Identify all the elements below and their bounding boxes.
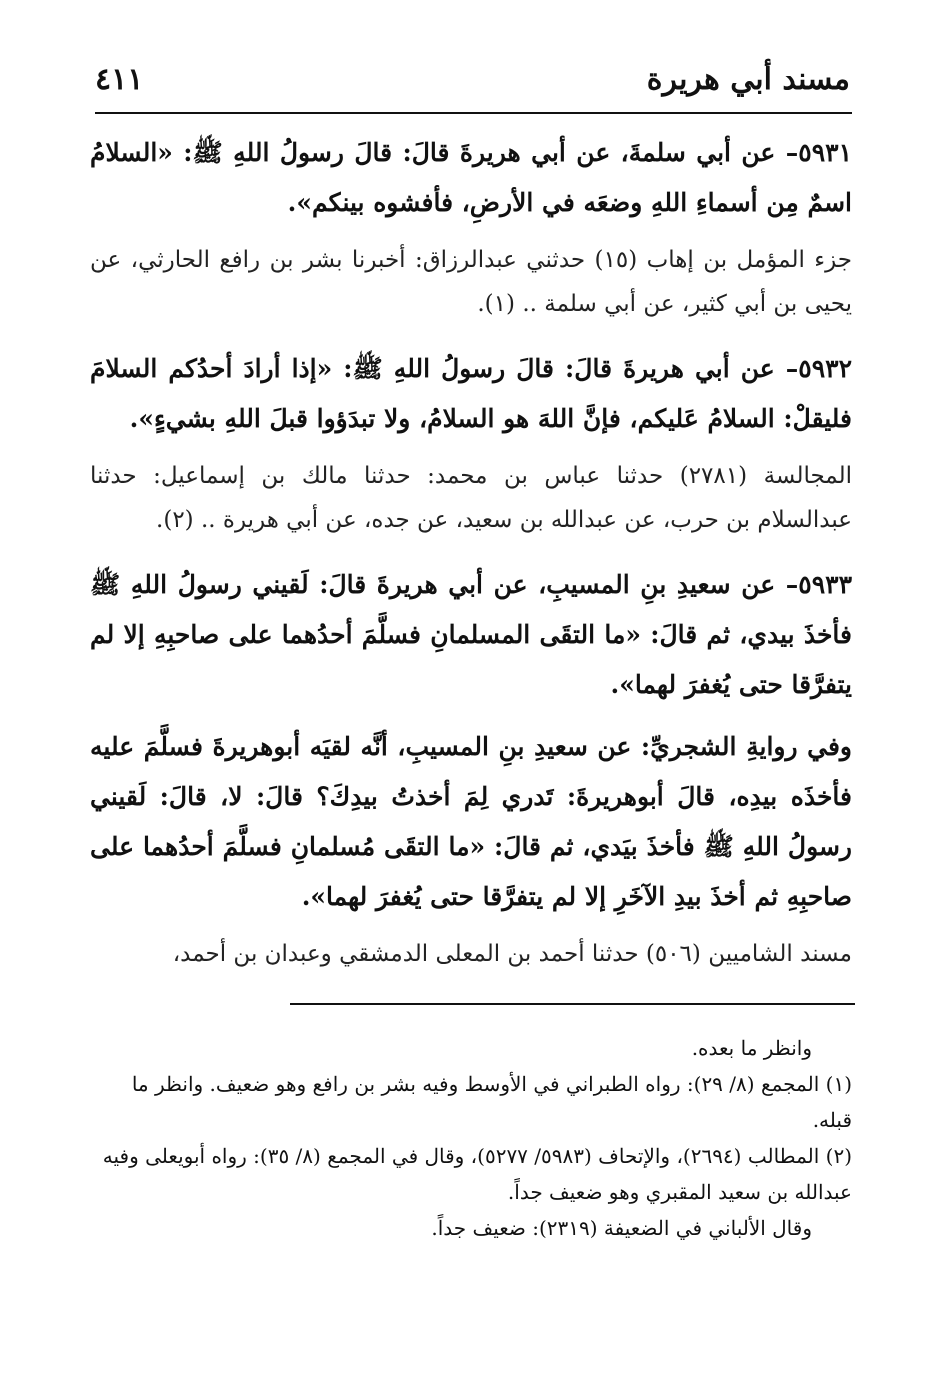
header-divider bbox=[95, 112, 852, 114]
footnote-carry-over: وانظر ما بعده. bbox=[691, 1036, 812, 1060]
hadith-5933: ٥٩٣٣– عن سعيدِ بنِ المسيبِ، عن أبي هريرةَ قالَ: لَقيني رسولُ اللهِ ﷺ فأخذَ بيدي، ثم قالَ: «ما التقَى المسلمانِ فسلَّمَ أحدُهما على صاحبِهِ إلا لم يتفرَّقا حتى يُغفرَ لهما». bbox=[90, 570, 852, 699]
source-5931: جزء المؤمل بن إهاب (١٥) حدثني عبدالرزاق: أخبرنا بشر بن رافع الحارثي، عن يحيى بن أبي كثير، عن أبي سلمة .. (١). bbox=[90, 247, 852, 317]
footnotes bbox=[90, 1030, 852, 1246]
running-title: مسند أبي هريرة bbox=[646, 62, 850, 97]
source-5932: المجالسة (٢٧٨١) حدثنا عباس بن محمد: حدثنا مالك بن إسماعيل: حدثنا عبدالسلام بن حرب، عن عبدالله بن سعيد، عن جده، عن أبي هريرة .. (٢). bbox=[90, 463, 852, 533]
footnote-2: (٢) المطالب (٢٦٩٤)، والإتحاف (٥٩٨٣/ ٥٢٧٧)، وقال في المجمع (٨/ ٣٥): رواه أبويعلى وفيه عبدالله بن سعيد المقبري وهو ضعيف جداً. bbox=[102, 1144, 852, 1204]
source-5933: مسند الشاميين (٥٠٦) حدثنا أحمد بن المعلى الدمشقي وعبدان بن أحمد، bbox=[172, 941, 852, 967]
main-text bbox=[90, 128, 852, 976]
narration-shajari: وفي روايةِ الشجريِّ: عن سعيدِ بنِ المسيبِ، أنَّه لقيَه أبوهريرةَ فسلَّمَ عليه فأخذَه بيدِه، قالَ أبوهريرةَ: تَدري لِمَ أخذتُ بيدِكَ؟ قالَ: لا، قالَ: لَقيني رسولُ اللهِ ﷺ فأخذَ بيَدي، ثم قالَ: «ما التقَى مُسلمانِ فسلَّمَ أحدُهما على صاحبِهِ ثم أخذَ بيدِ الآخَرِ إلا لم يتفرَّقا حتى يُغفرَ لهما». bbox=[90, 732, 852, 911]
footnote-2-continuation: وقال الألباني في الضعيفة (٢٣١٩): ضعيف جداً. bbox=[431, 1216, 812, 1240]
page-header bbox=[95, 62, 850, 106]
hadith-5932: ٥٩٣٢– عن أبي هريرةَ قالَ: قالَ رسولُ اللهِ ﷺ: «إذا أرادَ أحدُكم السلامَ فليقلْ: السلامُ عَليكم، فإنَّ اللهَ هو السلامُ، ولا تبدَؤوا قبلَ اللهِ بشيءٍ». bbox=[90, 354, 852, 433]
hadith-5931: ٥٩٣١– عن أبي سلمةَ، عن أبي هريرةَ قالَ: قالَ رسولُ اللهِ ﷺ: «السلامُ اسمٌ مِن أسماءِ اللهِ وضعَه في الأرضِ، فأفشوه بينكم». bbox=[90, 138, 852, 217]
footnote-1: (١) المجمع (٨/ ٢٩): رواه الطبراني في الأوسط وفيه بشر بن رافع وهو ضعيف. وانظر ما قبله. bbox=[131, 1072, 852, 1132]
footnote-divider bbox=[290, 1003, 855, 1005]
page-number: ٤١١ bbox=[95, 62, 144, 97]
